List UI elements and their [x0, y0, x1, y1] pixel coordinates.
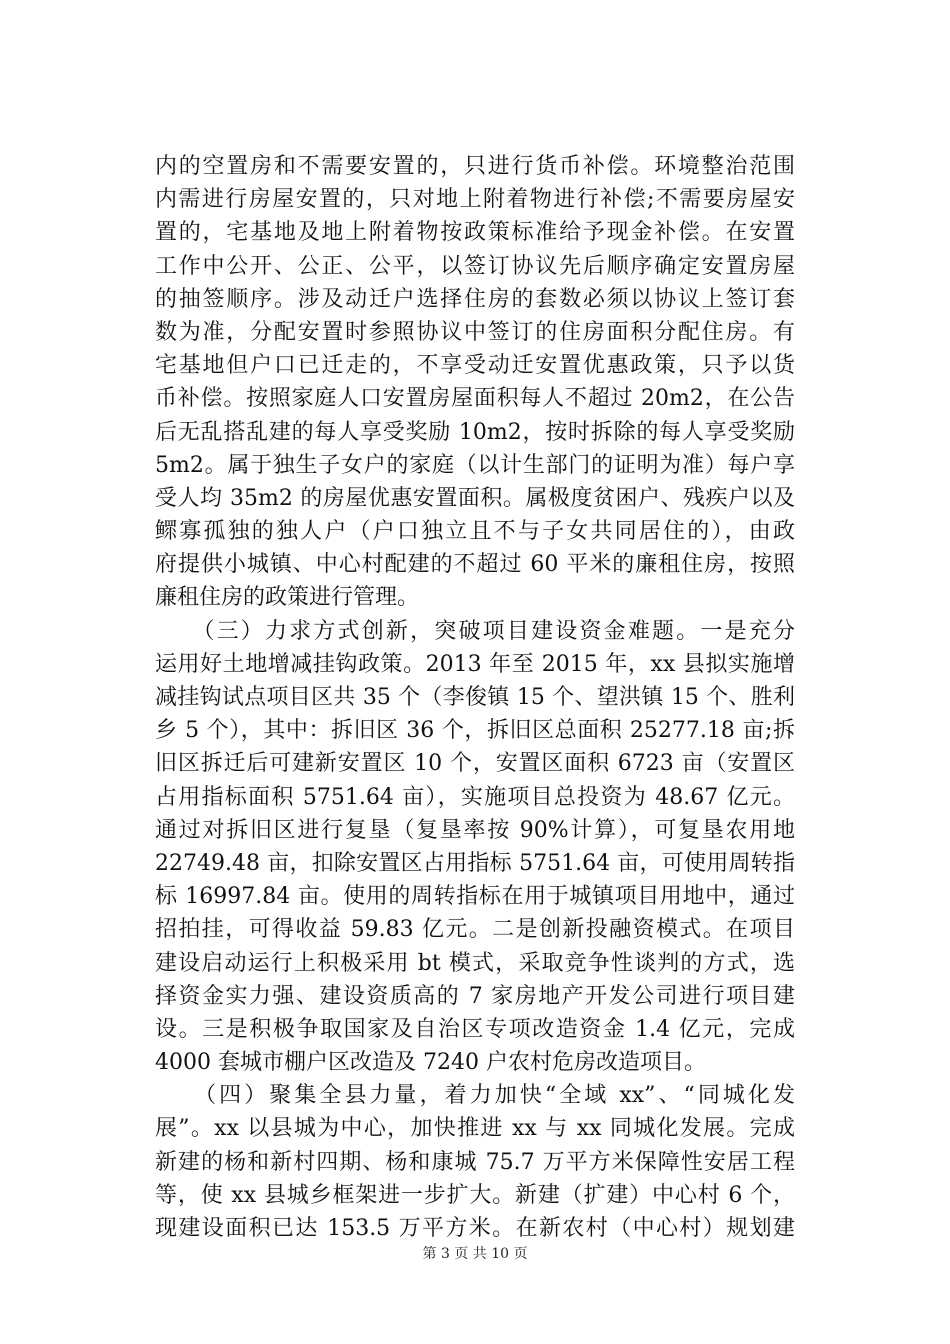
text-line: 宅基地但户口已迁走的，不享受动迁安置优惠政策，只予以货 — [155, 353, 795, 379]
text-line: 新建的杨和新村四期、杨和康城 75.7 万平方米保障性安居工程 — [155, 1149, 795, 1175]
text-line: 鳏寡孤独的独人户（户口独立且不与子女共同居住的），由政 — [155, 519, 795, 545]
section-heading-line: （三）力求方式创新，突破项目建设资金难题。一是充分 — [155, 618, 795, 644]
text-line: 运用好土地增减挂钩政策。2013 年至 2015 年，xx 县拟实施增 — [155, 651, 795, 677]
text-line: 内需进行房屋安置的，只对地上附着物进行补偿;不需要房屋安 — [155, 187, 795, 213]
body-text — [155, 150, 795, 1245]
text-line: 置的，宅基地及地上附着物按政策标准给予现金补偿。在安置 — [155, 220, 795, 246]
text-line: 后无乱搭乱建的每人享受奖励 10m2，按时拆除的每人享受奖励 — [155, 419, 795, 445]
text-line: 工作中公开、公正、公平，以签订协议先后顺序确定安置房屋 — [155, 253, 795, 279]
text-line: 标 16997.84 亩。使用的周转指标在用于城镇项目用地中，通过 — [155, 884, 795, 910]
text-line: 通过对拆旧区进行复垦（复垦率按 90%计算），可复垦农用地 — [155, 817, 795, 843]
text-line: 减挂钩试点项目区共 35 个（李俊镇 15 个、望洪镇 15 个、胜利 — [155, 685, 795, 710]
text-line: 现建设面积已达 153.5 万平方米。在新农村（中心村）规划建 — [155, 1216, 795, 1241]
paragraph-end-line: 廉租住房的政策进行管理。 — [155, 585, 420, 611]
text-line: 的抽签顺序。涉及动迁户选择住房的套数必须以协议上签订套 — [155, 286, 795, 312]
text-line: 内的空置房和不需要安置的，只进行货币补偿。环境整治范围 — [155, 154, 795, 179]
text-line: 乡 5 个），其中：拆旧区 36 个，拆旧区总面积 25277.18 亩;拆 — [155, 718, 795, 744]
text-line: 设。三是积极争取国家及自治区专项改造资金 1.4 亿元，完成 — [155, 1016, 795, 1042]
page-footer: 第 3 页 共 10 页 — [422, 1246, 528, 1262]
text-line: 占用指标面积 5751.64 亩），实施项目总投资为 48.67 亿元。 — [155, 784, 795, 810]
text-line: 数为准，分配安置时参照协议中签订的住房面积分配住房。有 — [155, 319, 795, 345]
text-line: 旧区拆迁后可建新安置区 10 个，安置区面积 6723 亩（安置区 — [155, 751, 795, 777]
text-line: 展”。xx 以县城为中心，加快推进 xx 与 xx 同城化发展。完成 — [155, 1116, 795, 1142]
text-line: 等，使 xx 县城乡框架进一步扩大。新建（扩建）中心村 6 个， — [155, 1182, 795, 1208]
text-line: 币补偿。按照家庭人口安置房屋面积每人不超过 20m2，在公告 — [155, 386, 795, 412]
text-line: 22749.48 亩，扣除安置区占用指标 5751.64 亩，可使用周转指 — [155, 850, 795, 876]
paragraph-end-line: 4000 套城市棚户区改造及 7240 户农村危房改造项目。 — [155, 1050, 706, 1076]
text-line: 择资金实力强、建设资质高的 7 家房地产开发公司进行项目建 — [155, 983, 795, 1009]
text-line: 受人均 35m2 的房屋优惠安置面积。属极度贫困户、残疾户以及 — [155, 485, 795, 511]
text-line: 5m2。属于独生子女户的家庭（以计生部门的证明为准）每户享 — [155, 452, 795, 478]
text-line: 建设启动运行上积极采用 bt 模式，采取竞争性谈判的方式，选 — [155, 950, 795, 976]
section-heading-line: （四）聚集全县力量，着力加快“全域 xx”、“同城化发 — [155, 1083, 795, 1109]
text-line: 府提供小城镇、中心村配建的不超过 60 平米的廉租住房，按照 — [155, 552, 795, 578]
text-line: 招拍挂，可得收益 59.83 亿元。二是创新投融资模式。在项目 — [155, 917, 795, 943]
